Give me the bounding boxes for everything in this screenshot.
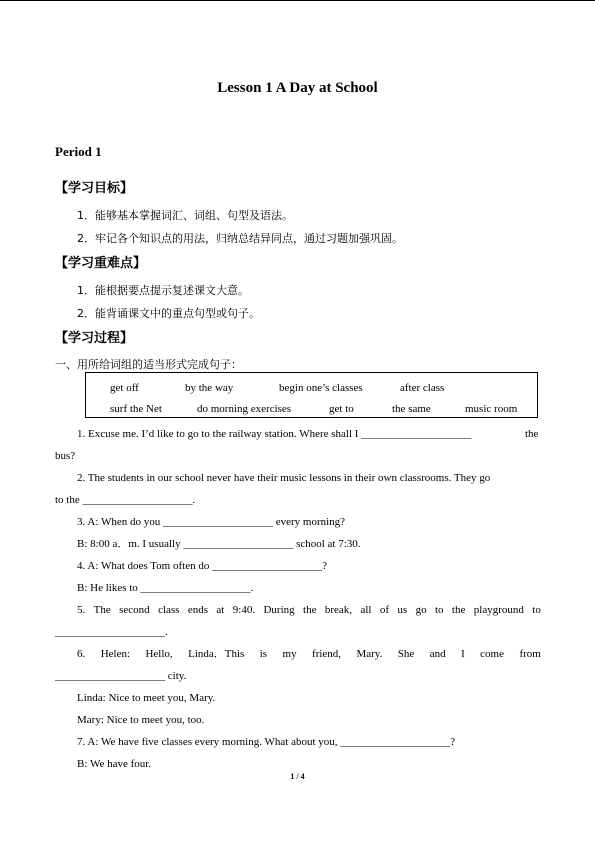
word: is <box>259 648 268 660</box>
word: come <box>480 648 504 660</box>
question-3-a: 3. A: When do you ____________________ every morning? <box>77 516 346 528</box>
process-heading: 【学习过程】 <box>55 331 134 346</box>
word: the <box>303 604 317 616</box>
word: the <box>451 604 466 616</box>
question-6-linda: Linda: Nice to meet you, Mary. <box>77 692 216 704</box>
objective-item: 1．能够基本掌握词汇、词组、句型及语法。 <box>77 209 293 222</box>
phrase: get off <box>110 382 139 394</box>
word: 6. <box>77 648 86 660</box>
word: The <box>93 604 111 616</box>
question-6-text <box>77 647 541 661</box>
word: to <box>434 604 444 616</box>
word: 9:40. <box>232 604 256 616</box>
objectives-heading: 【学习目标】 <box>55 181 134 196</box>
exercise-instruction: 一、用所给词组的适当形式完成句子： <box>55 358 242 371</box>
phrase: music room <box>465 403 518 415</box>
word: us <box>397 604 408 616</box>
word: 5. <box>77 604 86 616</box>
word: second <box>119 604 150 616</box>
word: She <box>397 648 415 660</box>
word: friend, <box>312 648 342 660</box>
phrase: do morning exercises <box>197 403 292 415</box>
phrase: the same <box>392 403 431 415</box>
keypoint-item: 2．能背诵课文中的重点句型或句子。 <box>77 307 260 320</box>
word: During <box>263 604 295 616</box>
question-2-continuation: to the ____________________. <box>55 494 196 506</box>
lesson-title: Lesson 1 A Day at School <box>217 80 378 96</box>
phrase: get to <box>329 403 354 415</box>
phrase: after class <box>400 382 445 394</box>
question-7-a: 7. A: We have five classes every morning. What about you, ____________________? <box>77 736 456 748</box>
phrase: by the way <box>185 382 234 394</box>
question-2-text: 2. The students in our school never have their music lessons in their own classrooms. They go <box>77 472 491 484</box>
word: at <box>216 604 225 616</box>
word: all <box>360 604 372 616</box>
word: Hello, <box>145 648 173 660</box>
word: from <box>519 648 541 660</box>
objective-item: 2．牢记各个知识点的用法，归纳总结异同点，通过习题加强巩固。 <box>77 232 403 245</box>
word: I <box>461 648 465 660</box>
question-1-continuation: bus? <box>55 450 76 462</box>
question-4-b: B: He likes to ____________________. <box>77 582 254 594</box>
word: playground <box>473 604 524 616</box>
word: and <box>429 648 446 660</box>
word: ends <box>187 604 209 616</box>
word: Helen: <box>100 648 131 660</box>
word: my <box>282 648 297 660</box>
word: to <box>532 604 541 616</box>
question-5-continuation: ____________________. <box>55 626 168 638</box>
word: Mary. <box>356 648 383 660</box>
question-1-text-end: the <box>525 428 539 440</box>
word: of <box>379 604 390 616</box>
page-number: 1 / 4 <box>290 772 305 781</box>
question-1-text: 1. Excuse me. I’d like to go to the railway station. Where shall I ____________________ <box>77 428 472 440</box>
phrase-box <box>85 372 538 418</box>
word: break, <box>324 604 353 616</box>
word: class <box>158 604 180 616</box>
keypoint-item: 1．能根据要点提示复述课文大意。 <box>77 284 249 297</box>
word: go <box>415 604 427 616</box>
question-3-b: B: 8:00 a．m. I usually ____________________ school at 7:30. <box>77 538 361 550</box>
question-7-b: B: We have four. <box>77 758 152 770</box>
period-heading: Period 1 <box>55 144 102 159</box>
question-6-continuation: ____________________ city. <box>55 670 187 682</box>
page-top-rule <box>0 0 595 1</box>
question-5-text <box>77 603 541 617</box>
keypoints-heading: 【学习重难点】 <box>55 256 147 271</box>
phrase: begin one’s classes <box>279 382 363 394</box>
word: Linda．This <box>188 648 245 660</box>
question-6-mary: Mary: Nice to meet you, too. <box>77 714 205 726</box>
question-4-a: 4. A: What does Tom often do ____________________? <box>77 560 327 572</box>
phrase: surf the Net <box>110 403 162 415</box>
